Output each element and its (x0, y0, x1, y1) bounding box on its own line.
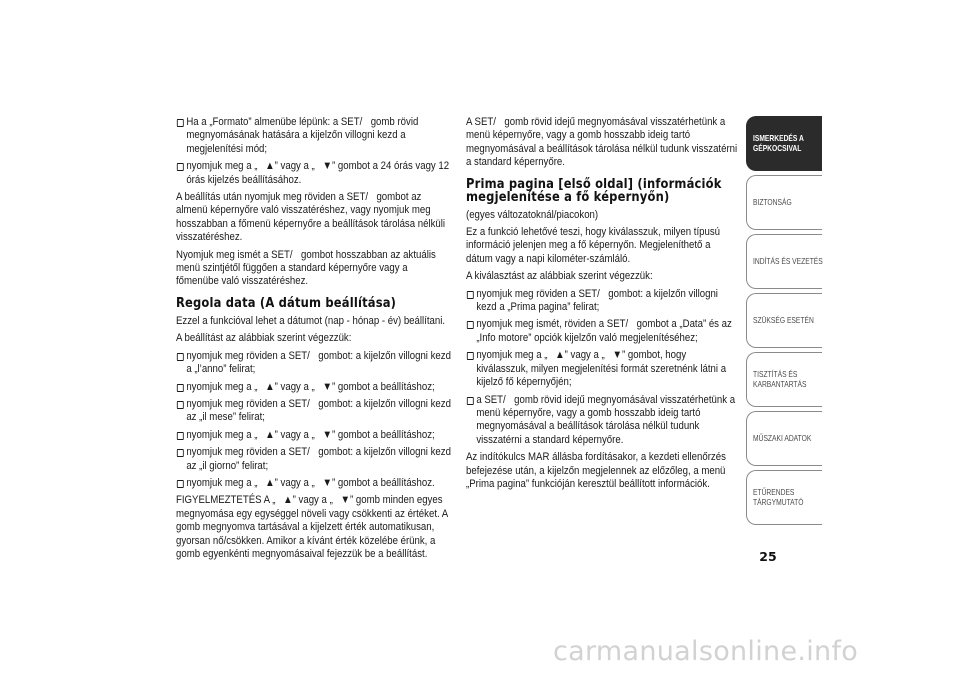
section-subtitle: (egyes változatoknál/piacokon) (466, 208, 599, 221)
tab-label: TISZTÍTÁS ÉS KARBANTARTÁS (753, 370, 807, 389)
paragraph: A beállítás után nyomjuk meg röviden a SET/ gombot az almenü képernyőre való visszatéréshez, vagy nyomjuk meg hosszabban a főmenü képernyőre a beállítások tárolása nélküli visszatéréshez. (176, 191, 446, 244)
bullet-item: nyomjuk meg a „ ▲” vagy a „ ▼” gombot, hogy kiválasszuk, milyen megjelenítési formát szeretnénk látni a kijelző fő képernyőjén; (466, 349, 739, 389)
bullet-item: nyomjuk meg ismét, röviden a SET/ gombot a „Data” és az „Info motore” opciók kijelzőn való megjelenítéséhez; (466, 318, 739, 345)
bullet-item: Ha a „Formato” almenübe lépünk: a SET/ gomb rövid megnyomásának hatására a kijelzőn villogni kezd a megjelenítési mód; (176, 116, 451, 156)
tab-label: ISMERKEDÉS A GÉPKOCSIVAL (753, 134, 804, 153)
tab-label: MŰSZAKI ADATOK (753, 433, 812, 443)
tab-label: INDÍTÁS ÉS VEZETÉS (753, 256, 823, 266)
bullet-item: nyomjuk meg a „ ▲” vagy a „ ▼” gombot a beállításhoz; (176, 429, 451, 442)
section-title: Prima pagina [első oldal] (információk megjelenítése a fő képernyőn) (466, 176, 722, 205)
paragraph: Nyomjuk meg ismét a SET/ gombot hosszabban az aktuális menü szintjétől függően a standard képernyőre vagy a főmenübe való visszatéréshez. (176, 248, 436, 288)
bullet-item: a SET/ gomb rövid idejű megnyomásával visszatérhetünk a menü képernyőre, vagy a gomb hosszabb ideig tartó megnyomásával a beállítások tárolása nélkül tudunk visszatérni a standard képernyőre. (466, 394, 739, 448)
watermark: carmanualsonline.info (553, 636, 859, 667)
bullet-item: nyomjuk meg röviden a SET/ gombot: a kijelzőn villogni kezd az „il mese” felirat; (176, 398, 451, 425)
left-column (176, 116, 451, 565)
index-tab[interactable] (746, 470, 822, 525)
tab-label: SZÜKSÉG ESETÉN (753, 315, 814, 325)
paragraph: A SET/ gomb rövid idejű megnyomásával visszatérhetünk a menü képernyőre, vagy a gomb hosszabb ideig tartó megnyomásával a beállítások tárolása nélkül tudunk visszatérni a standard képernyőre. (466, 116, 738, 169)
bullet-item: nyomjuk meg a „ ▲” vagy a „ ▼” gombot a beállításhoz; (176, 381, 451, 394)
bullet-item: nyomjuk meg a „ ▲” vagy a „ ▼” gombot a beállításhoz. (176, 477, 451, 490)
paragraph: FIGYELMEZTETÉS A „ ▲” vagy a „ ▼” gomb minden egyes megnyomása egy egységgel növeli vagy csökkenti az értéket. A gomb megnyomva tartásával a kijelzett érték automatikusan, gyorsan nő/csökken. Amikor a kívánt érték közelébe érünk, a gomb egyenkénti megnyomásaival fejezzük be a beállítást. (176, 494, 448, 560)
paragraph: Ez a funkció lehetővé teszi, hogy kiválasszuk, milyen típusú információ jelenjen meg a fő képernyőn. Megjeleníthető a dátum vagy a napi kilométer-számláló. (466, 226, 721, 265)
right-column (466, 116, 739, 495)
paragraph: A kiválasztást az alábbiak szerint végezzük: (466, 270, 653, 283)
chapter-tabs (746, 116, 822, 529)
bullet-item: nyomjuk meg röviden a SET/ gombot: a kijelzőn villogni kezd a „l’anno” felirat; (176, 350, 451, 377)
paragraph: A beállítást az alábbiak szerint végezzük: (176, 332, 352, 345)
technical-data-tab[interactable] (746, 411, 822, 466)
bullet-item: nyomjuk meg röviden a SET/ gombot: a kijelzőn villogni kezd a „Prima pagina” felirat; (466, 288, 739, 315)
bullet-item: nyomjuk meg röviden a SET/ gombot: a kijelzőn villogni kezd az „il giorno” felirat; (176, 446, 451, 473)
section-title: Regola data (A dátum beállítása) (176, 295, 397, 311)
driving-tab[interactable] (746, 234, 822, 289)
tab-label: ETŰRENDES TÁRGYMUTATÓ (753, 488, 804, 507)
safety-tab[interactable] (746, 175, 822, 230)
bullet-item: nyomjuk meg a „ ▲” vagy a „ ▼” gombot a 24 órás vagy 12 órás kijelzés beállításához. (176, 160, 451, 187)
car-dashboard-tab[interactable] (746, 116, 822, 171)
paragraph: Ezzel a funkcióval lehet a dátumot (nap - hónap - év) beállítani. (176, 314, 446, 327)
page-number: 25 (759, 549, 777, 564)
paragraph: Az indítókulcs MAR állásba fordításakor, a kezdeti ellenőrzés befejezése után, a kijelzőn megjelennek az előzőleg, a menü „Prima pagina” funkcióján keresztül beállított információk. (466, 451, 726, 490)
tab-label: BIZTONSÁG (753, 197, 792, 207)
maintenance-tab[interactable] (746, 352, 822, 407)
emergency-tab[interactable] (746, 293, 822, 348)
